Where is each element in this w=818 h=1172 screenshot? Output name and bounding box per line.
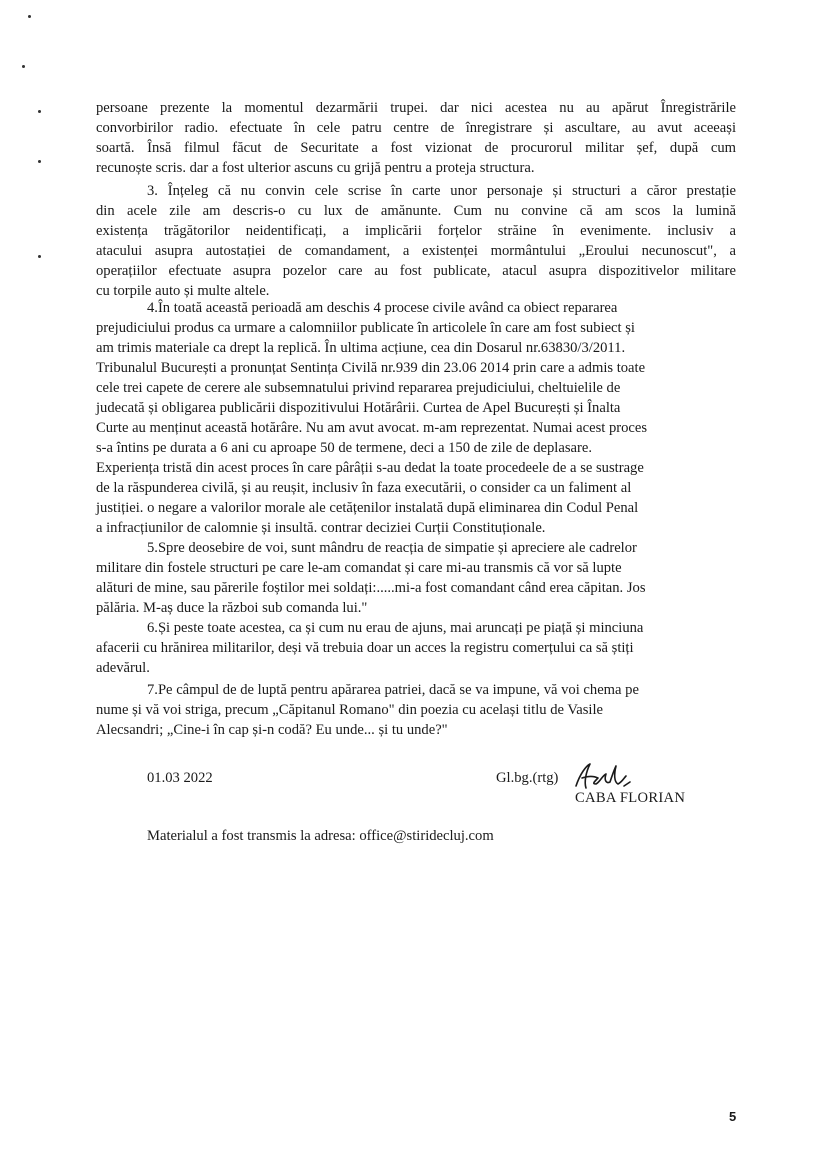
text-line: atacului asupra autostației de comandament, a existenței mormântului „Eroului necunoscut", a bbox=[96, 243, 736, 259]
text-line: din acele zile am descris-o cu lux de amănunte. Cum nu convine că am scos la lumină bbox=[96, 203, 736, 219]
text-line: soartă. Însă filmul făcut de Securitate a fost vizionat de procurorul militar șef, după cum bbox=[96, 140, 736, 156]
text-line: recunoște scris. dar a fost ulterior ascuns cu grijă pentru a proteja structura. bbox=[96, 160, 535, 176]
text-line: adevărul. bbox=[96, 660, 150, 676]
footer-note: Materialul a fost transmis la adresa: office@stiridecluj.com bbox=[147, 828, 494, 844]
text-line: existența trăgătorilor neidentificați, a implicării forțelor străine în evenimente. inclusiv a bbox=[96, 223, 736, 239]
text-line: alături de mine, sau părerile foștilor mei soldați:.....mi-a fost comandant când erea căpitan. Jos bbox=[96, 580, 646, 596]
text-line: a infracțiunilor de calomnie și insultă. contrar deciziei Curții Constituționale. bbox=[96, 520, 546, 536]
text-line: convorbirilor radio. efectuate în cele patru centre de înregistrare și ascultare, au avut aceeași bbox=[96, 120, 736, 136]
text-line: 6.Și peste toate acestea, ca și cum nu erau de ajuns, mai aruncați pe piață și minciuna bbox=[147, 620, 644, 636]
text-line: justiției. o negare a valorilor morale ale cetățenilor instalată după eliminarea din Codul Penal bbox=[96, 500, 639, 516]
document-date: 01.03 2022 bbox=[147, 770, 213, 786]
text-line: 7.Pe câmpul de de luptă pentru apărarea patriei, dacă se va impune, vă voi chema pe bbox=[147, 682, 639, 698]
text-line: s-a întins pe durata a 6 ani cu aproape 50 de termene, deci a 150 de zile de deplasare. bbox=[96, 440, 592, 456]
text-line: persoane prezente la momentul dezarmării trupei. dar nici acestea nu au apărut Înregistrările bbox=[96, 100, 736, 116]
signature-rank: Gl.bg.(rtg) bbox=[496, 770, 559, 786]
handwritten-signature bbox=[572, 760, 634, 794]
margin-mark bbox=[28, 15, 31, 18]
margin-mark bbox=[38, 160, 41, 163]
text-line: operațiilor efectuate asupra pozelor care au fost publicate, atacul asupra dispozitivelor militare bbox=[96, 263, 736, 279]
text-line: militare din fostele structuri pe care le-am comandat și care mi-au transmis că vor să lupte bbox=[96, 560, 622, 576]
margin-mark bbox=[38, 255, 41, 258]
text-line: am trimis materiale ca drept la replică. În ultima acțiune, cea din Dosarul nr.63830/3/2011. bbox=[96, 340, 626, 356]
page-number: 5 bbox=[729, 1109, 737, 1124]
text-line: de la răspunderea civilă, și au reușit, inclusiv în faza executării, o consider ca un faliment al bbox=[96, 480, 632, 496]
text-line: Experiența tristă din acest proces în care pârâții s-au dedat la toate procedeele de a se sustrage bbox=[96, 460, 644, 476]
text-line: prejudiciului produs ca urmare a calomniilor publicate în articolele în care am fost subiect și bbox=[96, 320, 635, 336]
text-line: pălăria. M-aș duce la război sub comanda lui." bbox=[96, 600, 368, 616]
signature-name: CABA FLORIAN bbox=[575, 790, 686, 806]
text-line: 3. Înțeleg că nu convin cele scrise în carte unor personaje și structuri a căror prestație bbox=[147, 183, 736, 199]
text-line: judecată și obligarea publicării dispozitivului Hotărârii. Curtea de Apel București și Înalta bbox=[96, 400, 621, 416]
text-line: 5.Spre deosebire de voi, sunt mândru de reacția de simpatie și apreciere ale cadrelor bbox=[147, 540, 637, 556]
text-line: 4.În toată această perioadă am deschis 4 procese civile având ca obiect repararea bbox=[147, 300, 618, 316]
text-line: afacerii cu hrănirea militarilor, deși vă trebuia doar un acces la registru comerțului ca să știți bbox=[96, 640, 634, 656]
text-line: Curte au menținut această hotărâre. Nu am avut avocat. m-am reprezentat. Numai acest proces bbox=[96, 420, 648, 436]
text-line: cu torpile auto și multe altele. bbox=[96, 283, 270, 299]
text-line: Alecsandri; „Cine-i în cap și-n codă? Eu unde... și tu unde?" bbox=[96, 722, 448, 738]
margin-mark bbox=[22, 65, 25, 68]
text-line: cele trei capete de cerere ale subsemnatului privind repararea prejudiciului, cheltuielile de bbox=[96, 380, 621, 396]
margin-mark bbox=[38, 110, 41, 113]
text-line: Tribunalul București a pronunțat Sentința Civilă nr.939 din 23.06 2014 prin care a admis toate bbox=[96, 360, 646, 376]
text-line: nume și vă voi striga, precum „Căpitanul Romano" din poezia cu același titlu de Vasile bbox=[96, 702, 604, 718]
